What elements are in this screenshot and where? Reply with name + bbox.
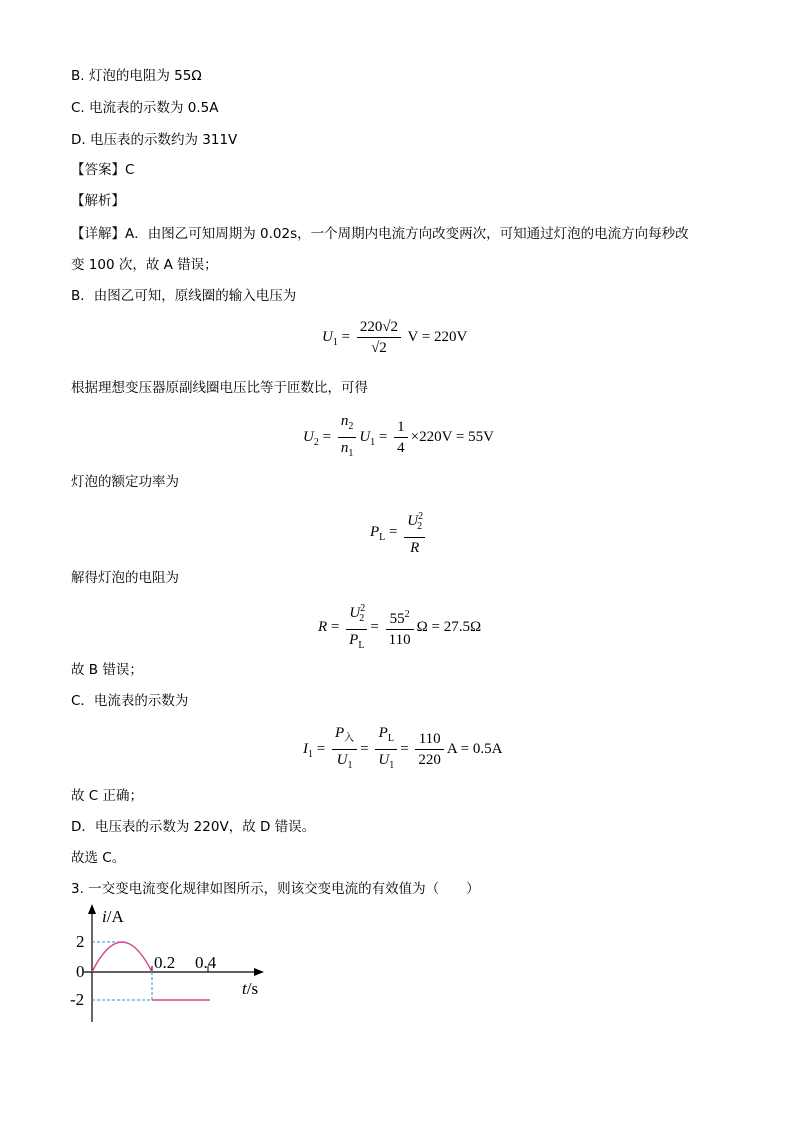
analysis-heading: 【解析】 <box>71 193 125 209</box>
y-tick-label-0: 0 <box>76 962 85 981</box>
current-time-graph <box>58 900 278 1030</box>
power-intro: 灯泡的额定功率为 <box>71 474 179 490</box>
detail-line-1: 【详解】A．由图乙可知周期为 0.02s，一个周期内电流方向改变两次，可知通过灯泡的电流方向每秒改 <box>71 226 689 242</box>
y-tick-label-minus2: -2 <box>70 990 85 1009</box>
equation-pl: $P_L$ = $\frac{U^2_2}{R}$ <box>370 508 428 557</box>
detail-b-intro: B．由图乙可知，原线圈的输入电压为 <box>71 288 297 304</box>
x-tick-label-0.4: 0.4 <box>195 953 217 972</box>
x-axis-label: t/s <box>242 979 259 998</box>
x-axis-arrow-icon <box>254 968 264 976</box>
conclusion-b: 故 B 错误； <box>71 662 143 678</box>
equation-u1: $U_1$ = $\frac{220√2}{√2}$ V = 220V <box>322 319 468 356</box>
detail-line-2: 变 100 次，故 A 错误； <box>71 257 218 273</box>
option-b: B. 灯泡的电阻为 55Ω <box>71 68 202 84</box>
y-axis-arrow-icon <box>88 904 96 914</box>
ratio-intro: 根据理想变压器原副线圈电压比等于匝数比，可得 <box>71 380 368 396</box>
question-3: 3. 一交变电流变化规律如图所示，则该交变电流的有效值为（ ） <box>71 881 480 897</box>
option-d: D. 电压表的示数约为 311V <box>71 132 238 148</box>
x-tick-label-0.2: 0.2 <box>154 953 176 972</box>
answer-line: 【答案】C <box>71 162 135 178</box>
sine-half-wave <box>92 942 152 972</box>
equation-i1: $I_1$ = $\frac{P_入}{U_1}$ = $\frac{P_L}{U_1}$ = $\frac{110}{220}$ A = 0.5A <box>303 725 503 771</box>
y-tick-label-2: 2 <box>76 932 85 951</box>
resistance-intro: 解得灯泡的电阻为 <box>71 570 179 586</box>
y-axis-label: i/A <box>102 907 124 926</box>
equation-r: R = $\frac{U^2_2}{P_L}$ = $\frac{55^2}{110}$ Ω = 27.5Ω <box>318 600 481 655</box>
detail-c-intro: C．电流表的示数为 <box>71 693 189 709</box>
conclusion-c: 故 C 正确； <box>71 788 144 804</box>
detail-d: D．电压表的示数为 220V，故 D 错误。 <box>71 819 316 835</box>
final-choice: 故选 C。 <box>71 850 126 866</box>
equation-u2: $U_2$ = $\frac{n_2}{n_1}$ $U_1$ = $\frac{1}{4}$ ×220V = 55V <box>303 413 494 459</box>
option-c: C. 电流表的示数为 0.5A <box>71 100 219 116</box>
